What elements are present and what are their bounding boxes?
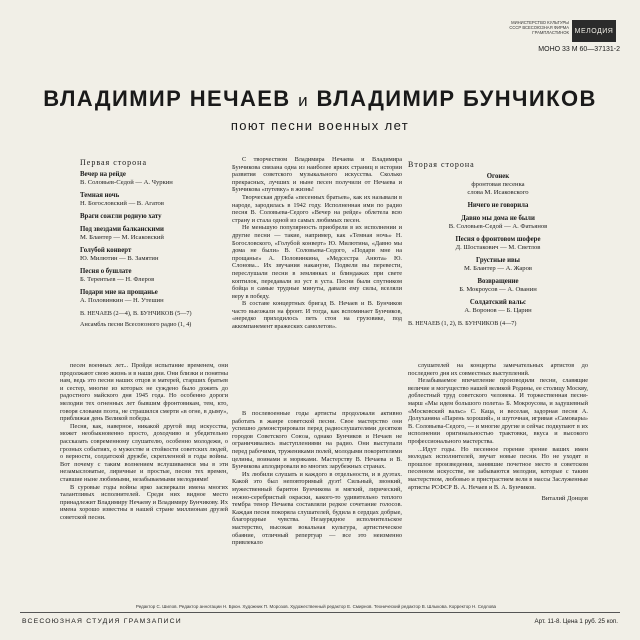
song-title: Солдатский вальс [469, 299, 527, 306]
song-credits: Б. Терентьев — Н. Флеров [80, 276, 155, 283]
price-info: Арт. 11-8. Цена 1 руб. 25 коп. [534, 618, 618, 625]
studio-name: ВСЕСОЮЗНАЯ СТУДИЯ ГРАМЗАПИСИ [22, 618, 182, 625]
annotation-paragraph: Незабываемое впечатление производили песни, славящие величие и могущество нашей великой Родины, ее столицу Москву, доблестный труд советского человека. И торжественная песня-марш «Мы идем большого полета» Б. Мокроусова, и задушевный «Московский вальс» С. Каца, и веселая, задорная песня А. Долуханяна «Парень хороший», и шуточная, игривая «Самовары» В. Соловьева-Седого, — и многие другие и сейчас подкупают в их исполнении оригинальностью трактовки, вкуса и высокого профессионального мастерства. [408, 377, 588, 445]
song-title: Голубой конверт [80, 247, 132, 254]
annotation-paragraph: Их любили слушать и каждого в отдельности, и в дуэтах. Какой это был неповторимый дуэт! Сильный, звонкий, мужественный баритон Бунчикова и мягкий, лирический, нежно-серебристый окраски, какого-то удивительно теплого тембра тенор Нечаева составляли редкое сочетание голосов. Каждая песня покоряла слушателей, будила в сердцах добрые, благородные чувства. Незаурядное исполнительское мастерство, высокая вокальная культура, артистическое обаяние, отличный репертуар — все это неизменно привлекало [232, 470, 402, 547]
song-entry [408, 278, 588, 294]
song-entry [80, 171, 230, 187]
album-subtitle: поют песни военных лет [230, 118, 410, 133]
footer-divider [20, 612, 620, 613]
song-extra: слова М. Исаковского [467, 189, 529, 196]
song-entry [408, 236, 588, 252]
song-entry [408, 257, 588, 273]
song-credits: Н. Богословский — В. Агатов [80, 200, 164, 207]
annotation-column-3 [408, 362, 588, 503]
side-two-performers: В. НЕЧАЕВ (1, 2), В. БУНЧИКОВ (4—7) [408, 320, 517, 327]
song-entry [408, 299, 588, 315]
song-title: Возвращение [477, 278, 519, 285]
song-title: Враги сожгли родную хату [80, 213, 162, 220]
song-title: Песня о фронтовом шофере [455, 236, 541, 243]
annotation-paragraph: ...Идут годы. Но песенное горение зрение ваших имен молодых исполнителей, звучат новые песни. Но не уходят в прошлое произведения, занявшие почетное место в советском песенном искусстве, не забываются мелодии, которые с таким мастерством, любовью и пристрастием вели в массы Заслуженные артисты РСФСР В. А. Нечаев и В. А. Бунчиков. [408, 445, 588, 491]
song-credits: фронтовая песенка [471, 181, 525, 188]
title-and: и [298, 91, 310, 110]
credits-line: Редактор С. Шилов. Редактор аннотации Н. Брюн. Художник П. Морозов. Художественный редактор Е. Смирнов. Технический редактор В. Шлыкова. Корректор Н. Седлова [135, 604, 497, 609]
annotation-column-1 [60, 362, 228, 521]
song-title: Подари мне на прощанье [80, 289, 158, 296]
song-title: Песня о бушлате [80, 268, 132, 275]
song-title: Давно мы дома не были [461, 215, 535, 222]
song-credits: Ю. Милютин — В. Замятин [80, 255, 159, 262]
side-one-songlist [80, 171, 230, 305]
side-one-performers: В. НЕЧАЕВ (2—4), В. БУНЧИКОВ (5—7) [80, 310, 192, 317]
annotation-paragraph: песен военных лет... Пройдя испытание временем, они продолжают свою жизнь и в наши дни. Они близки и понятны нам, ведь это песни наших отцов и матерей, старших братьев и сестер, многие из которых не суждено было дожить до радостного майского дня 1945 года. Но особенно дороги мелодии тех огненных лет бывшим фронтовикам, тем, кто, говоря словами поэта, не страшился смерти «в огне, в дыму», приближая день Великой победы. [60, 362, 228, 423]
author-signature: Виталий Донцов [541, 495, 588, 503]
song-entry [408, 173, 588, 197]
side-two-section [408, 160, 588, 327]
annotation-paragraph: слушателей на концерты замечательных артистов до последнего дня их совместных выступлений. [408, 362, 588, 377]
song-title: Вечер на рейде [80, 171, 126, 178]
song-credits: В. Соловьев-Седой — А. Чуркин [80, 179, 173, 186]
song-credits: А. Половинкин — Н. Утешин [80, 297, 164, 304]
annotation-paragraph: В составе концертных бригад В. Нечаев и В. Бунчиков часто выезжали на фронт. И тогда, как вспоминает Бунчиков, «нередко приходилось петь стоя на грузовике, под аккомпанемент вражеских самолетов». [232, 300, 402, 331]
side-two-heading: Вторая сторона [408, 160, 475, 169]
melodiya-logo: МЕЛОДИЯ [572, 20, 616, 42]
song-title: Ничего не говорила [467, 202, 529, 209]
song-entry [80, 247, 230, 263]
song-entry [80, 289, 230, 305]
annotation-paragraph: Не меньшую популярность приобрели в их исполнении и другие песни — такие, например, как «Темная ночь» Н. Богословского, «Голубой конверт» Ю. Милютина, «Давно мы дома не были» В. Соловьева-Седого, «Подари мне на прощанье» А. Половинкина, «Медсестра Анюта» Ю. Слонова... Их звучания накануне, Подвели вы перевести, переслушали песни в землянках и блиндажах при свете коптилок, передавали из уст в уста. Песни были спутником бойца в самые трудные минуты, давали ему силы, вселяли веру в победу. [232, 224, 402, 300]
song-title: Грустные ивы [476, 257, 520, 264]
annotation-paragraph: Творческая дружба «песенных братьев», как их называли в народе, зародилась в 1942 году. Исполненная ими по радио песня В. Соловьева-Седого «Вечер на рейде» облетела всю страну и стала одной из самых любимых песен. [232, 193, 402, 224]
annotation-column-2-top [232, 156, 402, 331]
ministry-label: МИНИСТЕРСТВО КУЛЬТУРЫ СССР ВСЕСОЮЗНАЯ ФИРМА ГРАМПЛАСТИНОК [509, 20, 569, 35]
song-credits: А. Воронов — Б. Царин [464, 307, 532, 314]
song-title: Темная ночь [80, 192, 120, 199]
annotation-paragraph: Песня, как, наверное, никакой другой вид искусства, может необыкновенно просто, доходчиво и убедительно рассказать современному слушателю, особенно молодежи, о грозных событиях, о мужестве и стойкости советских людей, о верности, солдатской дружбе, скрепленной в годы войны. Вот почему с таким волнением вслушиваемся мы в эти незамысловатые, лиричные и простые, песни тех времен, ставшие ныне любимыми, незабываемыми мелодиями! [60, 422, 228, 483]
song-credits: М. Блантер — А. Жаров [463, 265, 533, 272]
side-one-section [80, 158, 230, 328]
side-two-songlist [408, 173, 588, 315]
song-title: Под звездами балканскими [80, 226, 164, 233]
song-credits: Д. Шостакович — М. Светлов [455, 244, 541, 251]
song-entry [80, 268, 230, 284]
song-entry [80, 213, 230, 221]
artist-2: ВЛАДИМИР БУНЧИКОВ [316, 86, 597, 111]
side-one-ensemble: Ансамбль песни Всесоюзного радио (1, 4) [80, 321, 192, 328]
song-credits: М. Блантер — М. Исаковский [80, 234, 164, 241]
annotation-column-2-bottom [232, 410, 402, 547]
song-entry [80, 192, 230, 208]
side-one-heading: Первая сторона [80, 158, 148, 167]
annotation-paragraph: В послевоенные годы артисты продолжали активно работать в жанре советской песни. Свое мастерство они успешно демонстрировали перед радиослушателями десятков городов Советского Союза, однако Бунчиков и Нечаев не ограничивались выступлениями на радио. Они выступали перед рабочими, тружениками полей, молодыми покорителями целины, воинами и моряками. Мастерству В. Нечаева и В. Бунчикова аплодировали во многих зарубежных странах. [232, 410, 402, 471]
song-entry [408, 202, 588, 210]
song-entry [408, 215, 588, 231]
song-credits: Б. Мокроусов — А. Ованин [459, 286, 537, 293]
annotation-paragraph: В суровые годы войны ярко засверкали имена многих талантливых исполнителей. Среди них видное место принадлежит Владимиру Нечаеву и Владимиру Бунчикову. Их имена хорошо известны в нашей стране миллионам друзей советской песни. [60, 483, 228, 521]
annotation-paragraph: С творчеством Владимира Нечаева и Владимира Бунчикова связана одна из наиболее ярких страниц в истории развития советского музыкального искусства. Сколько прекрасных, лучших и ныне песен получили от Нечаева и Бунчикова «путевку» в жизнь! [232, 156, 402, 194]
album-title [0, 86, 640, 112]
catalog-number: МОНО 33 М 60—37131-2 [538, 46, 620, 53]
artist-1: ВЛАДИМИР НЕЧАЕВ [43, 86, 291, 111]
song-entry [80, 226, 230, 242]
song-credits: В. Соловьев-Седой — А. Фатьянов [448, 223, 548, 230]
song-title: Огонек [486, 173, 510, 180]
